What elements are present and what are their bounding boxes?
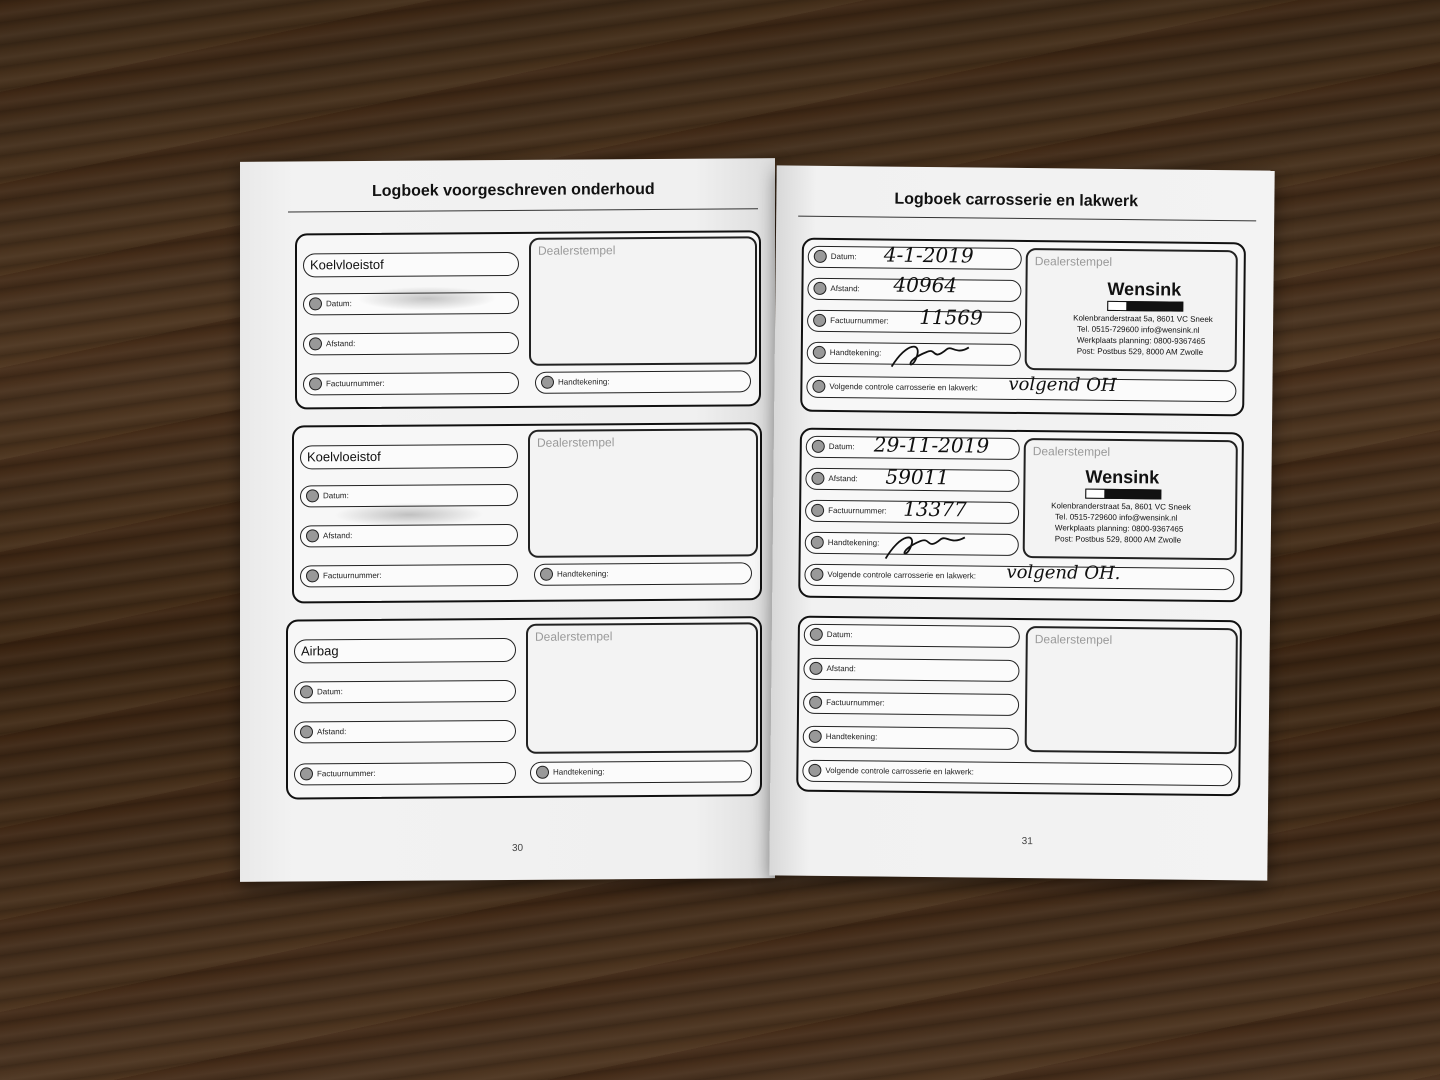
dealer-stamp-area — [1025, 248, 1238, 372]
handtekening-label: Handtekening: — [558, 377, 610, 387]
erased-smudge — [357, 286, 497, 311]
signature-image — [887, 337, 977, 378]
category-label: Koelvloeistof — [310, 256, 384, 273]
handtekening-field[interactable] — [534, 562, 752, 586]
bullet-icon — [809, 662, 822, 675]
service-block-1 — [295, 230, 761, 409]
right-page-title: Logboek carrosserie en lakwerk — [894, 190, 1139, 211]
bullet-icon — [809, 730, 822, 743]
datum-label: Datum: — [317, 687, 343, 697]
left-page — [240, 158, 775, 882]
service-block-3 — [286, 616, 762, 799]
title-rule — [798, 216, 1256, 222]
handtekening-label: Handtekening: — [825, 731, 878, 742]
signature-image — [881, 527, 971, 568]
dealer-address-3: Werkplaats planning: 0800-9367465 — [1076, 335, 1206, 346]
dealer-name: Wensink — [1107, 278, 1182, 300]
bullet-icon — [309, 377, 322, 390]
bullet-icon — [536, 766, 549, 779]
title-rule — [288, 208, 758, 212]
volgende-label: Volgende controle carrosserie en lakwerk: — [829, 381, 978, 393]
bullet-icon — [810, 568, 823, 581]
afstand-field[interactable] — [803, 658, 1019, 682]
bullet-icon — [810, 628, 823, 641]
datum-value: 4-1-2019 — [883, 242, 974, 268]
datum-label: Datum: — [323, 491, 349, 501]
bullet-icon — [811, 504, 824, 517]
bullet-icon — [813, 282, 826, 295]
bullet-icon — [306, 569, 319, 582]
bullet-icon — [811, 472, 824, 485]
volgende-value: volgend OH. — [1006, 561, 1121, 585]
bullet-icon — [309, 337, 322, 350]
page-number: 30 — [512, 842, 524, 854]
afstand-label: Afstand: — [830, 283, 860, 294]
datum-label: Datum: — [830, 251, 857, 262]
factuur-label: Factuurnummer: — [826, 697, 885, 708]
stamp-label: Dealerstempel — [537, 435, 615, 450]
handtekening-label: Handtekening: — [557, 569, 609, 579]
category-field[interactable] — [300, 444, 518, 470]
handtekening-label: Handtekening: — [829, 347, 882, 358]
stamp-label: Dealerstempel — [1034, 254, 1113, 269]
stamp-label: Dealerstempel — [1034, 632, 1113, 647]
right-page — [769, 165, 1274, 880]
dealer-logo-bar — [1085, 489, 1161, 500]
factuur-field[interactable] — [294, 762, 516, 786]
volgende-label: Volgende controle carrosserie en lakwerk: — [827, 569, 977, 581]
page-number: 31 — [1021, 836, 1033, 848]
volgende-value: volgend OH — [1008, 373, 1117, 396]
afstand-label: Afstand: — [326, 339, 356, 349]
handtekening-field[interactable] — [535, 370, 751, 394]
dealer-address-3: Werkplaats planning: 0800-9367465 — [1054, 523, 1184, 534]
afstand-field[interactable] — [300, 524, 518, 548]
afstand-label: Afstand: — [323, 531, 353, 541]
bullet-icon — [306, 489, 319, 502]
volgende-label: Volgende controle carrosserie en lakwerk: — [825, 765, 974, 777]
body-block-3 — [796, 616, 1242, 797]
dealer-stamp-area — [1023, 438, 1238, 560]
bullet-icon — [813, 314, 826, 327]
body-block-1 — [800, 238, 1246, 417]
category-field[interactable] — [303, 252, 519, 278]
bullet-icon — [814, 250, 827, 263]
factuur-label: Factuurnummer: — [828, 505, 887, 516]
dealer-stamp-area — [1025, 626, 1238, 754]
factuur-label: Factuurnummer: — [317, 768, 376, 779]
dealer-address-1: Kolenbranderstraat 5a, 8601 VC Sneek — [1073, 313, 1213, 324]
dealer-stamp-area — [529, 236, 757, 366]
dealer-logo-bar — [1107, 301, 1183, 312]
factuur-label: Factuurnummer: — [326, 378, 385, 389]
bullet-icon — [300, 725, 313, 738]
afstand-field[interactable] — [303, 332, 519, 356]
datum-field[interactable] — [294, 680, 516, 704]
dealer-stamp-area — [528, 428, 758, 558]
handtekening-field[interactable] — [530, 760, 752, 784]
dealer-address-1: Kolenbranderstraat 5a, 8601 VC Sneek — [1051, 501, 1191, 512]
bullet-icon — [300, 767, 313, 780]
factuur-value: 11569 — [919, 304, 983, 330]
factuur-field[interactable] — [303, 372, 519, 396]
datum-value: 29-11-2019 — [873, 432, 990, 458]
bullet-icon — [540, 568, 553, 581]
bullet-icon — [812, 440, 825, 453]
handtekening-label: Handtekening: — [827, 537, 880, 548]
datum-label: Datum: — [828, 441, 855, 452]
bullet-icon — [811, 536, 824, 549]
afstand-value: 40964 — [893, 272, 958, 298]
factuur-label: Factuurnummer: — [830, 315, 889, 326]
bullet-icon — [306, 529, 319, 542]
datum-label: Datum: — [826, 629, 853, 640]
dealer-address-2: Tel. 0515-729600 info@wensink.nl — [1055, 512, 1178, 523]
stamp-label: Dealerstempel — [535, 629, 613, 644]
afstand-label: Afstand: — [317, 727, 347, 737]
handtekening-field[interactable] — [803, 726, 1019, 750]
category-label: Koelvloeistof — [307, 448, 381, 465]
afstand-field[interactable] — [294, 720, 516, 744]
dealer-stamp-area — [526, 622, 758, 754]
category-field[interactable] — [294, 638, 516, 664]
afstand-value: 59011 — [885, 464, 950, 490]
bullet-icon — [309, 297, 322, 310]
dealer-address-4: Post: Postbus 529, 8000 AM Zwolle — [1076, 346, 1204, 357]
dealer-address-2: Tel. 0515-729600 info@wensink.nl — [1076, 324, 1200, 335]
bullet-icon — [300, 685, 313, 698]
bullet-icon — [812, 380, 825, 393]
datum-label: Datum: — [326, 299, 352, 309]
category-label: Airbag — [301, 643, 339, 659]
handtekening-label: Handtekening: — [553, 767, 605, 777]
bullet-icon — [809, 696, 822, 709]
dealer-address-4: Post: Postbus 529, 8000 AM Zwolle — [1054, 534, 1182, 545]
stamp-label: Dealerstempel — [538, 243, 616, 258]
service-block-2 — [292, 422, 762, 603]
bullet-icon — [808, 764, 821, 777]
bullet-icon — [541, 376, 554, 389]
afstand-label: Afstand: — [828, 473, 858, 484]
body-block-2 — [798, 428, 1244, 603]
factuur-label: Factuurnummer: — [323, 570, 382, 581]
dealer-name: Wensink — [1085, 466, 1160, 488]
stamp-label: Dealerstempel — [1032, 444, 1111, 459]
factuur-field[interactable] — [807, 310, 1021, 334]
datum-field[interactable] — [804, 624, 1020, 648]
volgende-field[interactable] — [802, 760, 1232, 787]
factuur-field[interactable] — [803, 692, 1019, 716]
afstand-label: Afstand: — [826, 663, 856, 674]
factuur-field[interactable] — [300, 564, 518, 588]
bullet-icon — [813, 346, 826, 359]
left-page-title: Logboek voorgeschreven onderhoud — [372, 180, 655, 200]
factuur-value: 13377 — [903, 496, 967, 522]
